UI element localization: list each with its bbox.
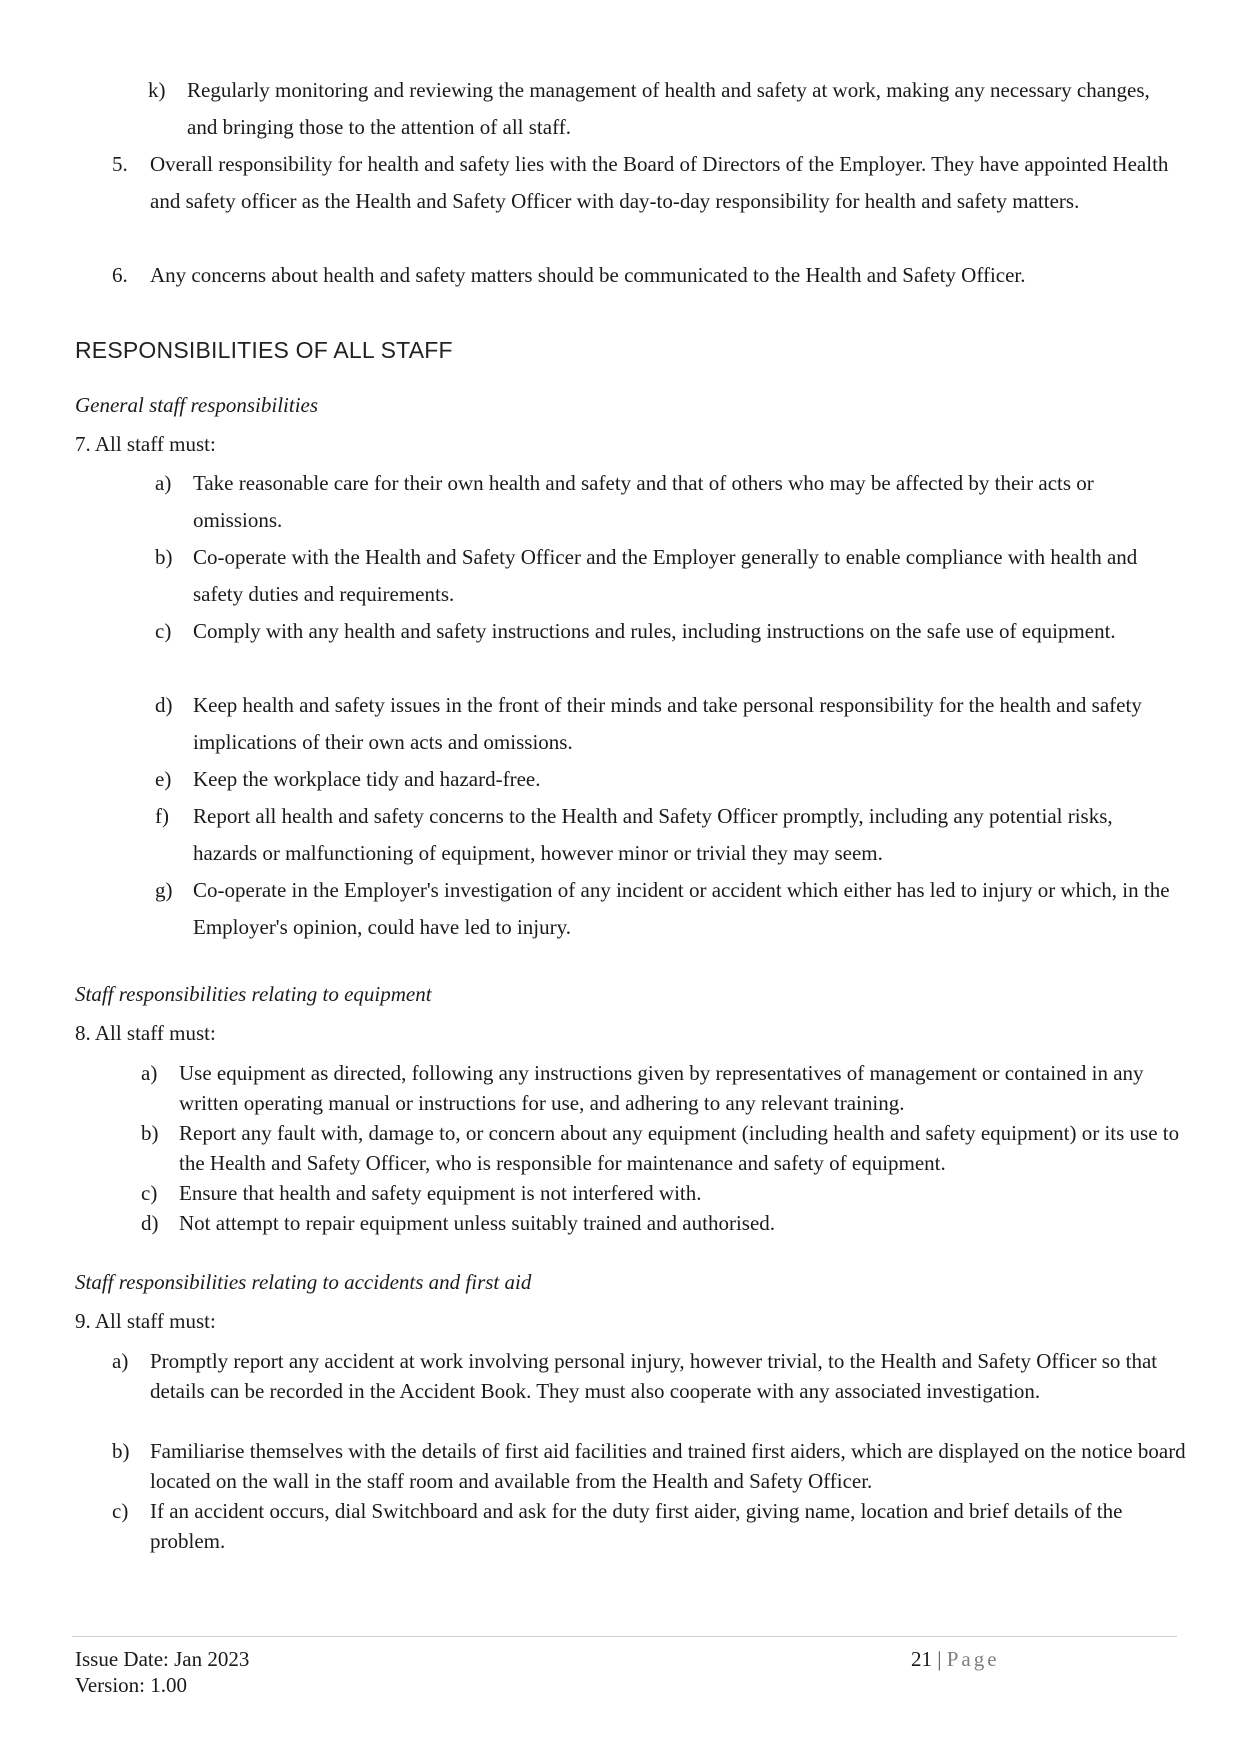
list-item-text: Co-operate in the Employer's investigation of any incident or accident which either has led to injury or which, in the Employer's opinion, could have led to injury. xyxy=(193,878,1170,939)
list-marker: d) xyxy=(141,1211,159,1235)
list-item xyxy=(112,1496,1192,1556)
list-item-text: Comply with any health and safety instructions and rules, including instructions on the safe use of equipment. xyxy=(193,619,1116,643)
list-item-text: Use equipment as directed, following any instructions given by representatives of management or contained in any written operating manual or instructions for use, and adhering to any relevant training. xyxy=(179,1061,1144,1115)
list-marker: a) xyxy=(141,1061,158,1085)
page-indicator xyxy=(911,1646,1000,1672)
list-marker: a) xyxy=(112,1349,129,1373)
list-item-text: Familiarise themselves with the details of first aid facilities and trained first aiders, which are displayed on the notice board located on the wall in the staff room and available from the Health and Safety Officer. xyxy=(150,1439,1186,1493)
list-item-text: Keep health and safety issues in the front of their minds and take personal responsibility for the health and safety implications of their own acts and omissions. xyxy=(193,693,1142,754)
list-marker: c) xyxy=(112,1499,129,1523)
list-item-text: Keep the workplace tidy and hazard-free. xyxy=(193,767,541,791)
subheading-equipment: Staff responsibilities relating to equipment xyxy=(75,982,432,1006)
list-item xyxy=(155,872,1180,946)
list-marker: f) xyxy=(155,804,169,828)
list-item-text: Report all health and safety concerns to the Health and Safety Officer promptly, including any potential risks, hazards or malfunctioning of equipment, however minor or trivial they may seem. xyxy=(193,804,1113,865)
list-item-text: Any concerns about health and safety matters should be communicated to the Health and Safety Officer. xyxy=(150,263,1026,287)
page-label: Page xyxy=(946,1647,1000,1671)
list-item-6 xyxy=(112,257,1180,294)
section-heading: RESPONSIBILITIES OF ALL STAFF xyxy=(75,337,453,363)
list-item-5 xyxy=(112,146,1180,220)
subheading-accidents: Staff responsibilities relating to accidents and first aid xyxy=(75,1270,532,1294)
list-item-k xyxy=(148,72,1180,146)
list-marker: c) xyxy=(155,619,172,643)
subheading-general: General staff responsibilities xyxy=(75,393,319,417)
lead-9: 9. All staff must: xyxy=(75,1309,216,1333)
list-item-text: Take reasonable care for their own health and safety and that of others who may be affected by their acts or omissions. xyxy=(193,471,1094,532)
list-marker: e) xyxy=(155,767,172,791)
list-item xyxy=(141,1118,1191,1178)
list-item-text: Regularly monitoring and reviewing the management of health and safety at work, making any necessary changes, and bringing those to the attention of all staff. xyxy=(187,78,1150,139)
list-marker: g) xyxy=(155,878,173,902)
list-marker: 6. xyxy=(112,263,128,287)
page-separator: | xyxy=(937,1647,942,1671)
footer-divider xyxy=(72,1636,1177,1637)
page-number: 21 xyxy=(911,1647,932,1671)
list-item-text: Report any fault with, damage to, or concern about any equipment (including health and safety equipment) or its use to the Health and Safety Officer, who is responsible for maintenance and safety of equipment. xyxy=(179,1121,1180,1175)
list-item xyxy=(141,1208,1191,1238)
lead-8: 8. All staff must: xyxy=(75,1021,216,1045)
list-marker: c) xyxy=(141,1181,158,1205)
list-item xyxy=(155,465,1180,539)
list-marker: b) xyxy=(155,545,173,569)
list-item-text: Promptly report any accident at work involving personal injury, however trivial, to the Health and Safety Officer so that details can be recorded in the Accident Book. They must also cooperate with any associated investigation. xyxy=(150,1349,1158,1403)
list-item xyxy=(155,798,1180,872)
lead-7: 7. All staff must: xyxy=(75,432,216,456)
list-marker: k) xyxy=(148,78,166,102)
issue-date: Issue Date: Jan 2023 xyxy=(75,1647,250,1671)
list-item xyxy=(155,613,1180,650)
list-marker: b) xyxy=(141,1121,159,1145)
list-item xyxy=(141,1058,1191,1118)
list-item-text: Not attempt to repair equipment unless suitably trained and authorised. xyxy=(179,1211,776,1235)
list-item-text: Overall responsibility for health and safety lies with the Board of Directors of the Employer. They have appointed Health and safety officer as the Health and Safety Officer with day-to-day responsibility for health and safety matters. xyxy=(150,152,1169,213)
list-marker: a) xyxy=(155,471,172,495)
list-item xyxy=(112,1436,1192,1496)
list-item-text: If an accident occurs, dial Switchboard and ask for the duty first aider, giving name, location and brief details of the problem. xyxy=(150,1499,1123,1553)
list-item xyxy=(155,687,1180,761)
version: Version: 1.00 xyxy=(75,1673,187,1697)
list-marker: d) xyxy=(155,693,173,717)
list-marker: 5. xyxy=(112,152,128,176)
list-item xyxy=(112,1346,1192,1406)
list-item xyxy=(155,539,1180,613)
list-item-text: Co-operate with the Health and Safety Officer and the Employer generally to enable compliance with health and safety duties and requirements. xyxy=(193,545,1138,606)
list-item xyxy=(141,1178,1191,1208)
list-item-text: Ensure that health and safety equipment is not interfered with. xyxy=(179,1181,702,1205)
footer-left xyxy=(75,1646,249,1698)
list-marker: b) xyxy=(112,1439,130,1463)
list-item xyxy=(155,761,1180,798)
